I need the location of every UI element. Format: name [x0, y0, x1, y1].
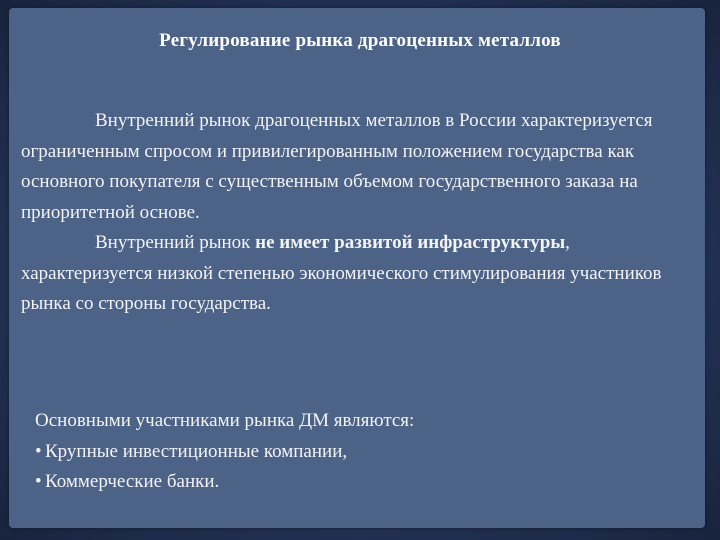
bullet-icon: • — [35, 440, 42, 462]
participants-block — [35, 406, 655, 498]
bullet-icon: • — [35, 471, 42, 492]
paragraph-domestic-market-demand: Внутренний рынок драгоценных металлов в России характеризуется ограниченным спросом и привилегированным положением государства как основного покупателя с существенным объемом государственного заказа на приоритетной основе. — [21, 110, 653, 223]
paragraph-infrastructure-start: Внутренний рынок — [95, 232, 256, 253]
list-item — [35, 467, 655, 498]
participants-heading: Основными участниками рынка ДМ являются: — [35, 410, 415, 431]
paragraph-infrastructure — [21, 228, 691, 320]
slide-title: Регулирование рынка драгоценных металлов — [159, 30, 561, 51]
list-item-label: Коммерческие банки. — [45, 471, 220, 492]
list-item — [35, 437, 655, 468]
paragraph-infrastructure-end: , характеризуется низкой степенью экономического стимулирования участников рынка со стороны государства. — [21, 232, 662, 314]
list-item-label: Крупные инвестиционные компании, — [45, 440, 348, 462]
body-text — [21, 106, 691, 320]
participants-list — [35, 437, 655, 498]
paragraph-infrastructure-bold: не имеет развитой инфраструктуры — [255, 232, 566, 253]
